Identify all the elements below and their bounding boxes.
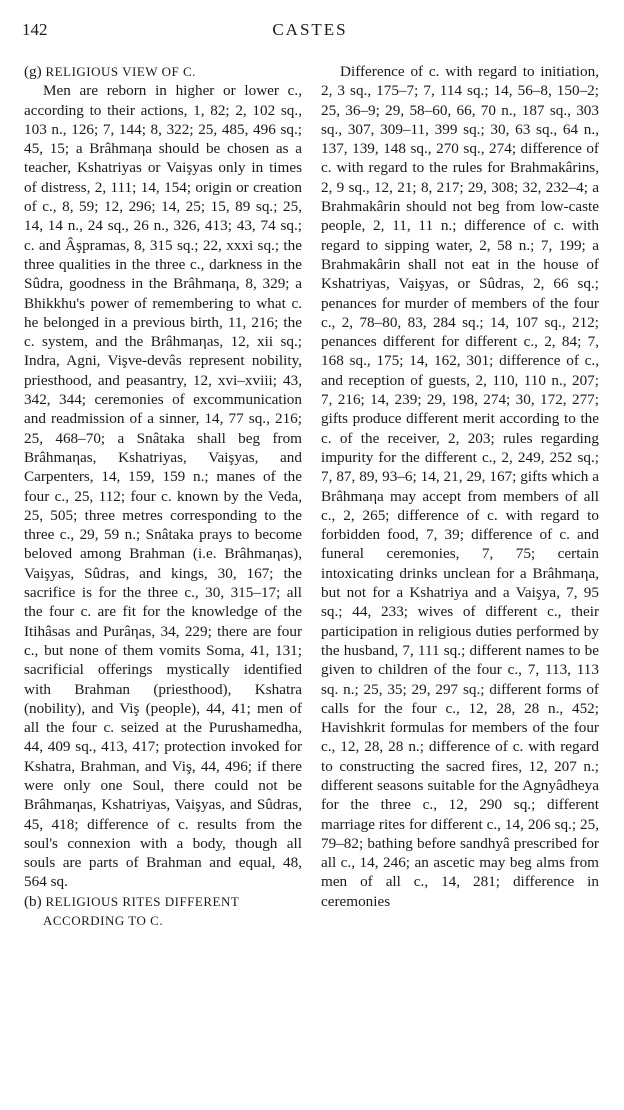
section-heading-b	[24, 892, 302, 931]
section-label-g: RELIGIOUS VIEW OF C.	[45, 64, 196, 79]
running-title: CASTES	[272, 20, 348, 39]
running-header	[22, 20, 598, 46]
section-marker-g: (g)	[24, 63, 42, 80]
right-column	[321, 62, 599, 911]
section-heading-g	[24, 62, 302, 81]
section-body-b: Difference of c. with regard to initiation, 2, 3 sq., 175–7; 7, 114 sq.; 14, 56–8, 150–2; 25, 36–9; 29, 58–60, 66, 70 n., 187 sq., 303 sq., 307, 309–11, 399 sq.; 30, 63 sq., 64 n., 137, 139, 148 sq., 270 sq., 274; difference of c. with regard to the rules for Brahmakârins, 2, 9 sq., 12, 21; 8, 217; 29, 308; 32, 232–4; a Brahmakârin should not beg from low-caste people, 2, 11, 11 n.; difference of c. with regard to sipping water, 2, 58 n.; 7, 199; a Brahmakârin shall not eat in the house of Kshatriyas, Vaişyas, or Sûdras, 2, 66 sq.; penances for murder of members of the four c., 2, 78–80, 83, 284 sq.; 14, 107 sq., 212; penances different for different c., 2, 84; 7, 168 sq., 175; 14, 162, 301; difference of c., and reception of guests, 2, 110, 110 n., 207; 7, 216; 14, 239; 29, 198, 274; 30, 172, 277; gifts produce different merit according to the c. of the receiver, 2, 203; rules regarding impurity for the different c., 2, 249, 252 sq.; 7, 87, 89, 93–6; 14, 21, 29, 167; gifts which a Brâhmaηa may accept from members of all c., 2, 265; difference of c. with regard to forbidden food, 7, 39; difference of c. and funeral ceremonies, 7, 75; certain intoxicating drinks unclean for a Brâhmaηa, but not for a Kshatriya and a Vaişya, 7, 95 sq.; 44, 233; wives of different c., their participation in religious duties performed by the husband, 7, 111 sq.; different names to be given to children of the four c., 7, 113, 113 sq. n.; 25, 35; 29, 297 sq.; different forms of calls for the four c., 12, 28, 28 n., 452; Havishkrit formulas for members of the four c., 12, 28, 28 n.; difference of c. with regard to constructing the sacred fires, 12, 207 n.; different seasons suitable for the Agnyâdheya for the three c., 12, 290 sq.; different marriage rites for different c., 14, 206 sq.; 25, 79–82; bathing before sandhyâ prescribed for all c., 14, 246; an ascetic may beg alms from men of all c., 14, 281; difference in ceremonies	[321, 63, 599, 910]
left-column	[24, 62, 302, 930]
page-number: 142	[22, 20, 48, 39]
section-marker-b: (b)	[24, 892, 42, 910]
section-body-g: Men are reborn in higher or lower c., according to their actions, 1, 82; 2, 102 sq., 103 n., 126; 7, 144; 8, 322; 25, 485, 496 sq.; 45, 15; a Brâhmaηa should be chosen as a teacher, Kshatriyas or Vaişyas only in times of distress, 2, 111; 14, 154; origin or creation of c., 8, 59; 12, 296; 14, 25; 15, 89 sq.; 25, 14, 14 n., 24 sq., 26 n., 326, 413; 43, 74 sq.; c. and Âşpramas, 8, 315 sq.; 22, xxxi sq.; the three qualities in the three c., darkness in the Sûdra, goodness in the Brâhmaηa, 8, 329; a Bhikkhu's power of remembering to what c. he belonged in a previous birth, 11, 216; the c. system, and the Brâhmaηas, 12, xii sq.; Indra, Agni, Vişve-devâs represent nobility, priesthood, and peasantry, 12, xvi–xviii; 43, 342, 344; ceremonies of excommunication and readmission of a sinner, 14, 77 sq., 216; 25, 468–70; a Snâtaka shall beg from Brâhmaηas, Kshatriyas, Vaişyas, and Carpenters, 14, 159, 159 n.; manes of the four c., 25, 112; four c. known by the Veda, 25, 505; three metres corresponding to the three c., 29, 59 n.; Snâtaka prays to become beloved among Brahman (i.e. Brâhmaηas), Vaişyas, Sûdras, and kings, 30, 167; the sacrifice is for the three c., 30, 315–17; all the four c. are fit for the knowledge of the Itihâsas and Purâηas, 34, 229; there are four c., but none of them vomits Soma, 41, 131; sacrificial offerings mystically identified with Brahman (priesthood), Kshatra (nobility), and Viş (people), 44, 41; men of all the four c. seized at the Purushamedha, 44, 409 sq., 413, 417; protection invoked for Kshatra, Brahman, and Viş, 44, 496; if there were only one Soul, there could not be Brâhmaηas, Kshatriyas, Vaişyas, and Sûdras, 45, 418; difference of c. results from the soul's connexion with a body, though all souls are parts of Brahman and equal, 48, 564 sq.	[24, 82, 302, 891]
section-label-b: RELIGIOUS RITES DIFFERENT ACCORDING TO C.	[43, 893, 240, 929]
